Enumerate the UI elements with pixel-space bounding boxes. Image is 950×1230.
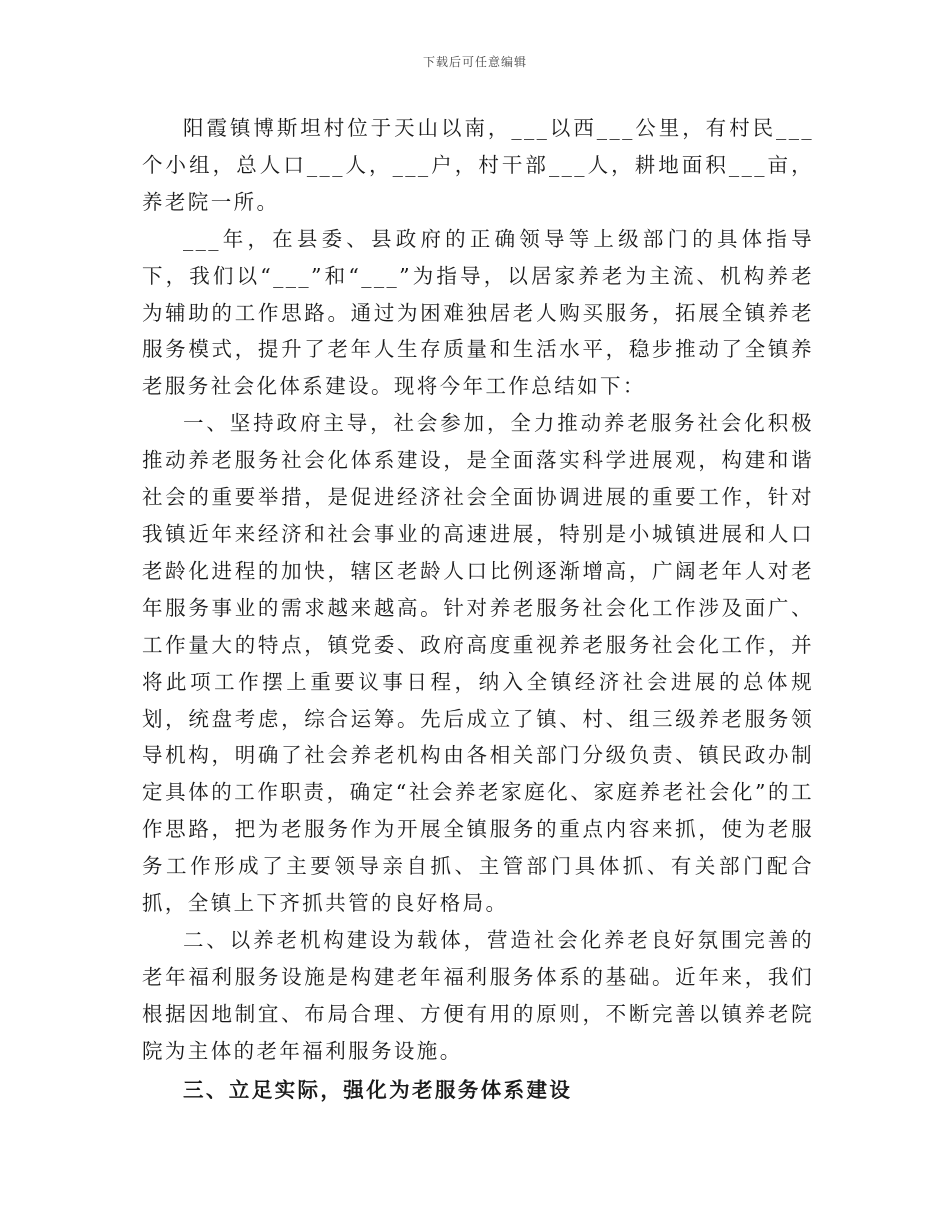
paragraph-work-summary-intro: ___年，在县委、县政府的正确领导等上级部门的具体指导下，我们以“___”和“___”为指导，以居家养老为主流、机构养老为辅助的工作思路。通过为困难独居老人购买服务，拓展全镇养老服务模式，提升了老年人生存质量和生活水平，稳步推动了全镇养老服务社会化体系建设。现将今年工作总结如下： [142,226,814,399]
paragraph-village-overview: 阳霞镇博斯坦村位于天山以南，___以西___公里，有村民___个小组，总人口___人，___户，村干部___人，耕地面积___亩，养老院一所。 [142,116,814,214]
document-body [142,110,814,1108]
paragraph-section-two: 二、以养老机构建设为载体，营造社会化养老良好氛围完善的老年福利服务设施是构建老年福利服务体系的基础。近年来，我们根据因地制宜、布局合理、方便有用的原则，不断完善以镇养老院院为主体的老年福利服务设施。 [142,927,814,1063]
section-three-heading: 三、立足实际，强化为老服务体系建设 [183,1077,573,1102]
page-header-note: 下载后可任意编辑 [422,55,527,69]
paragraph-section-one: 一、坚持政府主导，社会参加，全力推动养老服务社会化积极推动养老服务社会化体系建设，是全面落实科学进展观，构建和谐社会的重要举措，是促进经济社会全面协调进展的重要工作，针对我镇近年来经济和社会事业的高速进展，特别是小城镇进展和人口老龄化进程的加快，辖区老龄人口比例逐渐增高，广阔老年人对老年服务事业的需求越来越高。针对养老服务社会化工作涉及面广、工作量大的特点，镇党委、政府高度重视养老服务社会化工作，并将此项工作摆上重要议事日程，纳入全镇经济社会进展的总体规划，统盘考虑，综合运筹。先后成立了镇、村、组三级养老服务领导机构，明确了社会养老机构由各相关部门分级负责、镇民政办制定具体的工作职责，确定“社会养老家庭化、家庭养老社会化”的工作思路，把为老服务作为开展全镇服务的重点内容来抓，使为老服务工作形成了主要领导亲自抓、主管部门具体抓、有关部门配合抓，全镇上下齐抓共管的良好格局。 [142,411,814,916]
